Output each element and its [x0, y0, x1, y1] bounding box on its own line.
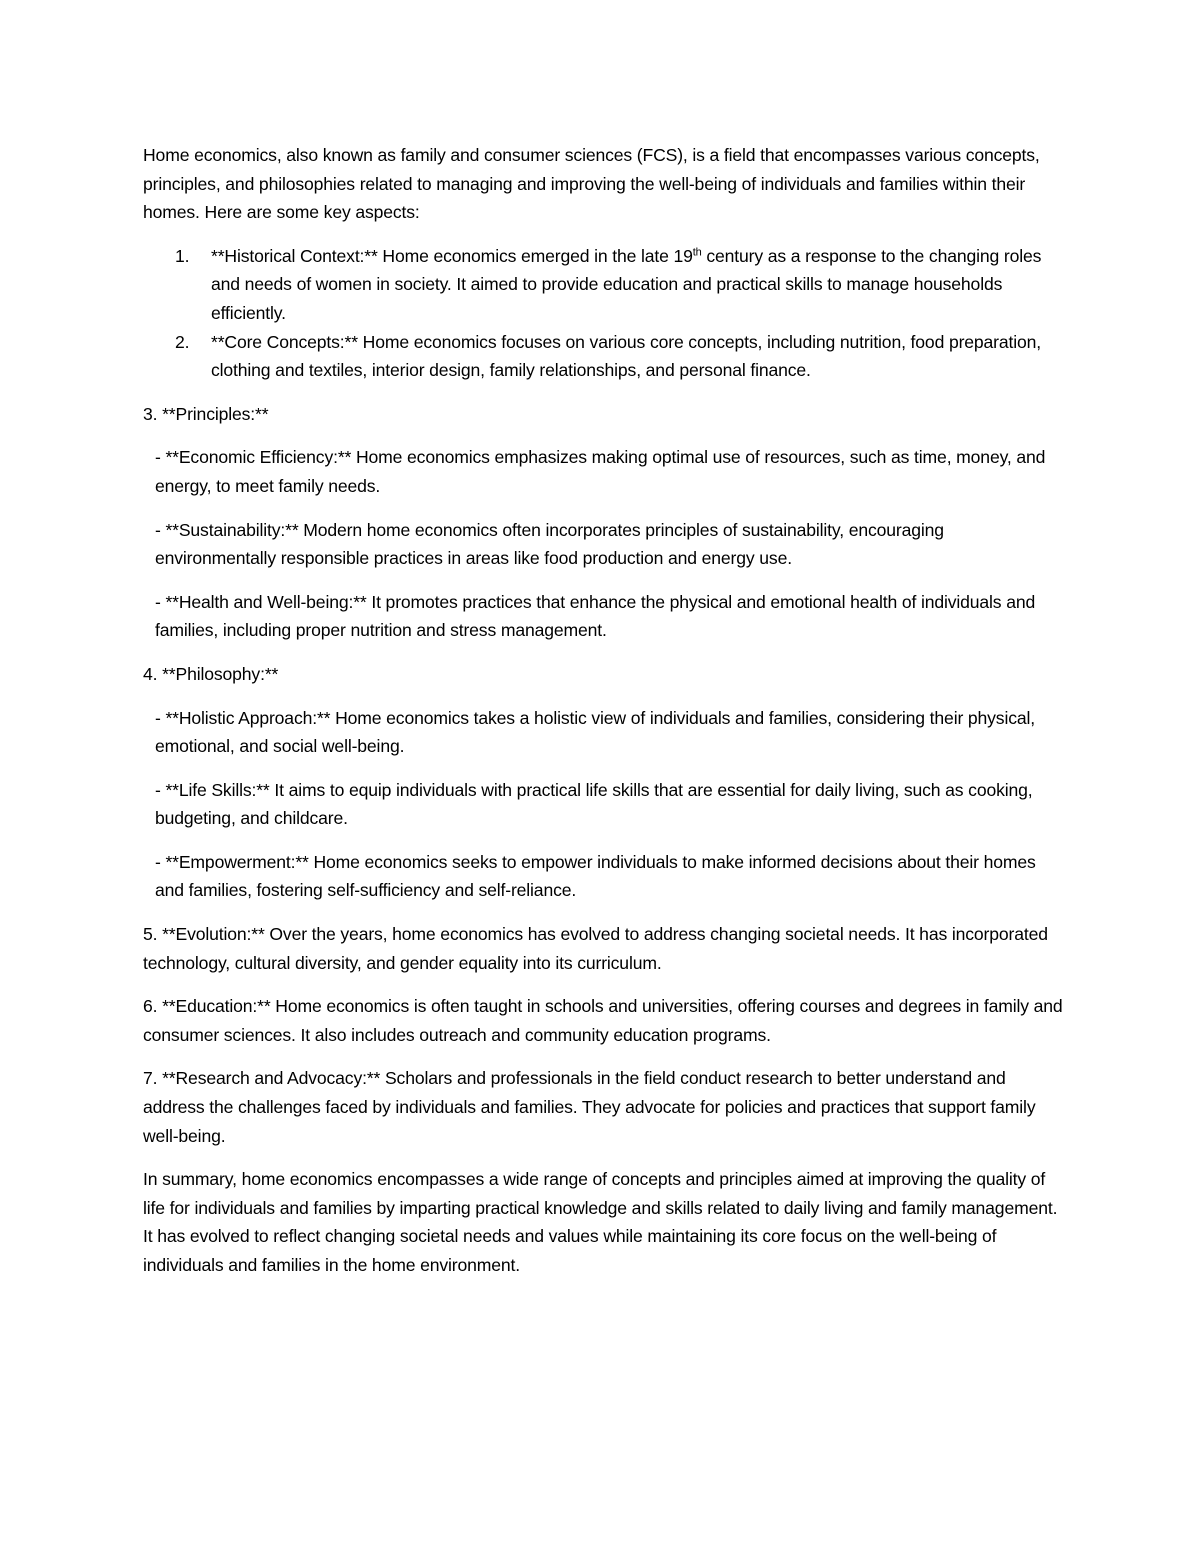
list-item-core-concepts — [143, 328, 1063, 385]
historical-context-text-cont: century as a response to the changing roles and needs of women in society. It aimed to provide education and practical skills to manage households efficiently. — [211, 245, 1042, 323]
summary-paragraph: In summary, home economics encompasses a wide range of concepts and principles aimed at improving the quality of life for individuals and families by imparting practical knowledge and skills related to daily living and family management. It has evolved to reflect changing societal needs and values while maintaining its core focus on the well-being of individuals and families in the home environment. — [143, 1169, 1058, 1275]
list-item-historical-context — [143, 242, 1063, 328]
research-paragraph: 7. **Research and Advocacy:** Scholars and professionals in the field conduct research to better understand and address the challenges faced by individuals and families. They advocate for policies and practices that support family well-being. — [143, 1068, 1036, 1146]
principle-economic-efficiency: - **Economic Efficiency:** Home economics emphasizes making optimal use of resources, such as time, money, and energy, to meet family needs. — [155, 447, 1046, 496]
key-aspects-list — [143, 242, 1063, 385]
education-paragraph: 6. **Education:** Home economics is often taught in schools and universities, offering courses and degrees in family and consumer sciences. It also includes outreach and community education programs. — [143, 996, 1063, 1045]
philosophy-empowerment: - **Empowerment:** Home economics seeks to empower individuals to make informed decisions about their homes and families, fostering self-sufficiency and self-reliance. — [155, 851, 1036, 901]
philosophy-heading: 4. **Philosophy:** — [143, 663, 279, 684]
philosophy-life-skills: - **Life Skills:** It aims to equip individuals with practical life skills that are essential for daily living, such as cooking, budgeting, and childcare. — [155, 779, 1033, 829]
evolution-paragraph: 5. **Evolution:** Over the years, home economics has evolved to address changing societal needs. It has incorporated technology, cultural diversity, and gender equality into its curriculum. — [143, 924, 1048, 973]
list-number: 2. — [175, 331, 190, 352]
principles-heading: 3. **Principles:** — [143, 403, 269, 424]
ordinal-superscript: th — [692, 246, 702, 259]
intro-paragraph: Home economics, also known as family and consumer sciences (FCS), is a field that encompasses various concepts, principles, and philosophies related to managing and improving the well-being of individuals and families within their homes. Here are some key aspects: — [143, 145, 1040, 223]
document-body — [143, 141, 1063, 1295]
philosophy-holistic-approach: - **Holistic Approach:** Home economics takes a holistic view of individuals and families, considering their physical, emotional, and social well-being. — [155, 707, 1035, 757]
list-number: 1. — [175, 245, 190, 266]
historical-context-text: **Historical Context:** Home economics emerged in the late 19 — [211, 245, 693, 266]
principle-sustainability: - **Sustainability:** Modern home economics often incorporates principles of sustainability, encouraging environmentally responsible practices in areas like food production and energy use. — [155, 519, 944, 569]
principle-health-wellbeing: - **Health and Well-being:** It promotes practices that enhance the physical and emotional health of individuals and families, including proper nutrition and stress management. — [155, 591, 1036, 641]
core-concepts-text: **Core Concepts:** Home economics focuses on various core concepts, including nutrition, food preparation, clothing and textiles, interior design, family relationships, and personal finance. — [211, 331, 1042, 381]
